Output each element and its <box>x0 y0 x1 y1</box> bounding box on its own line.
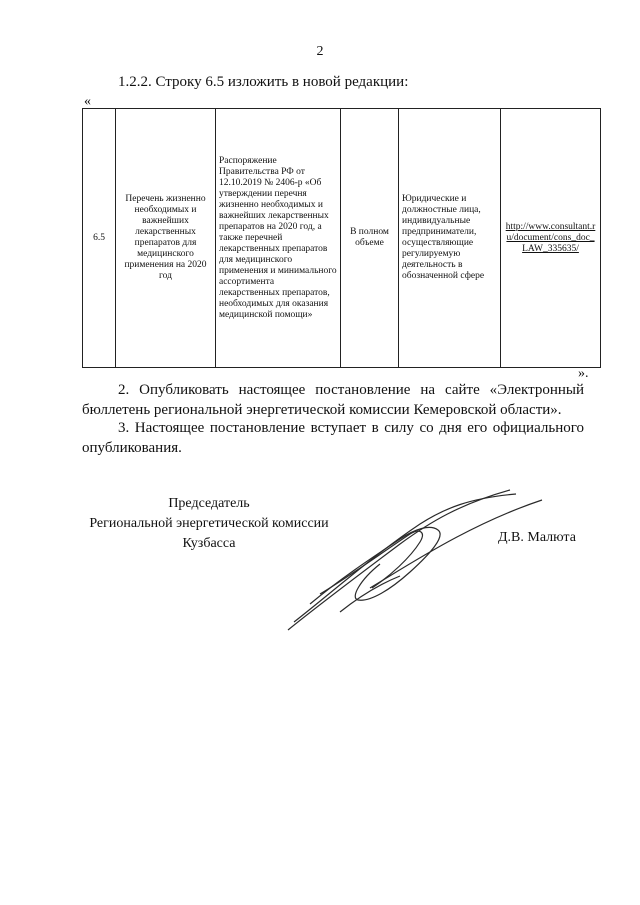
page-number: 2 <box>316 44 324 59</box>
volume-cell: В полном объеме <box>341 109 399 368</box>
signatory-position: Председатель <box>168 496 250 511</box>
signatory-region: Кузбасса <box>182 536 236 551</box>
paragraph-effective-text: 3. Настоящее постановление вступает в силу со дня его официального опубликования. <box>82 420 584 456</box>
paragraph-publish <box>82 380 584 420</box>
list-name-cell: Перечень жизненно необходимых и важнейших лекарственных препаратов для медицинского применения на 2020 год <box>116 109 216 368</box>
legal-basis-cell: Распоряжение Правительства РФ от 12.10.2019 № 2406-р «Об утверждении перечня жизненно необходимых и важнейших лекарственных препаратов на 2020 год, а также перечней лекарственных препаратов для медицинского применения и минимального ассортимента лекарственных препаратов, необходимых для оказания медицинской помощи» <box>216 109 341 368</box>
row-number-cell: 6.5 <box>83 109 116 368</box>
item-heading: 1.2.2. Строку 6.5 изложить в новой редакции: <box>118 74 409 90</box>
opening-quote: « <box>84 94 91 109</box>
signer-name: Д.В. Малюта <box>498 530 576 545</box>
table-row <box>83 109 601 368</box>
source-link-cell <box>501 109 601 368</box>
paragraph-effective <box>82 418 584 458</box>
paragraph-publish-text: 2. Опубликовать настоящее постановление на сайте «Электронный бюллетень региональной энергетической комиссии Кемеровской области». <box>82 382 584 418</box>
closing-quote: ». <box>578 366 589 381</box>
source-link[interactable]: http://www.consultant.ru/document/cons_doc_LAW_335635/ <box>505 221 596 254</box>
signatory-organization: Региональной энергетической комиссии <box>89 516 329 531</box>
handwritten-signature <box>280 484 550 639</box>
amendment-table <box>82 108 601 368</box>
subjects-cell: Юридические и должностные лица, индивидуальные предприниматели, осуществляющие регулируемую деятельность в обозначенной сфере <box>399 109 501 368</box>
